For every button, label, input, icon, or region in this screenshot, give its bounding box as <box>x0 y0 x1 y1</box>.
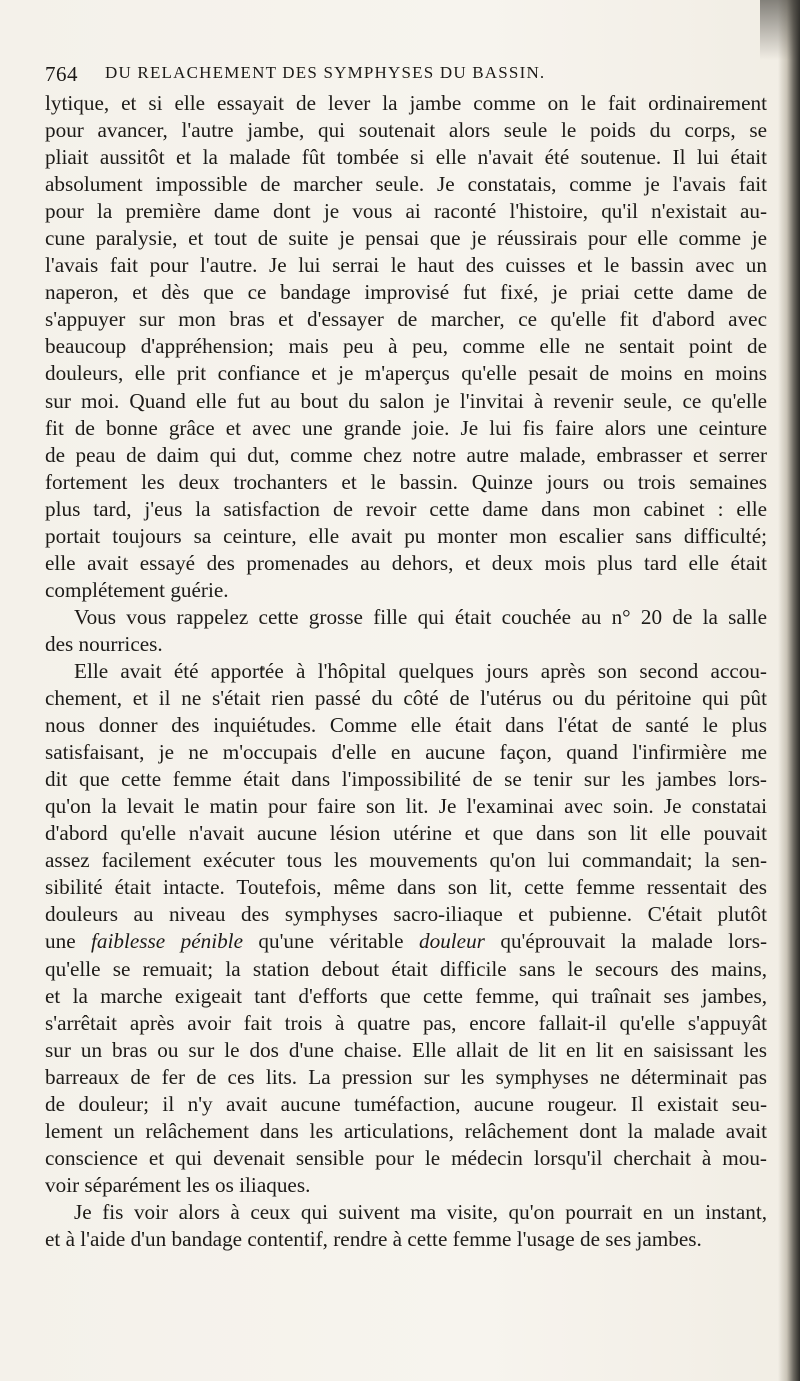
text-line: nous donner des inquiétudes. Comme elle était dans l'état de santé le plus <box>45 713 767 738</box>
text-line: douleurs au niveau des symphyses sacro-iliaque et pubienne. C'était plutôt <box>45 902 767 927</box>
text-line: conscience et qui devenait sensible pour le médecin lorsqu'il cherchait à mou- <box>45 1145 767 1170</box>
text-line: lytique, et si elle essayait de lever la jambe comme on le fait ordinairement <box>45 91 767 115</box>
text-line: Elle avait été apportée à l'hôpital quelques jours après son second accou- <box>74 658 767 683</box>
text-line: cune paralysie, et tout de suite je pensai que je réussirais pour elle comme je <box>45 226 767 251</box>
text-line: beaucoup d'appréhension; mais peu à peu, comme elle ne sentait point de <box>45 334 767 359</box>
text-line: et la marche exigeait tant d'efforts que cette femme, qui traînait ses jambes, <box>45 983 767 1008</box>
text-line: pour avancer, l'autre jambe, qui soutenait alors seule le poids du corps, se <box>45 118 767 143</box>
text-line: pliait aussitôt et la malade fût tombée si elle n'avait été soutenue. Il lui était <box>45 145 767 170</box>
text-line: d'abord qu'elle n'avait aucune lésion utérine et que dans son lit elle pouvait <box>45 821 767 846</box>
text-line: Je fis voir alors à ceux qui suivent ma visite, qu'on pourrait en un instant, <box>74 1199 767 1224</box>
text-line: fit de bonne grâce et avec une grande joie. Je lui fis faire alors une ceinture <box>45 415 767 440</box>
page-binding-shadow <box>778 0 800 1381</box>
text-line: douleurs, elle prit confiance et je m'aperçus qu'elle pesait de moins en moins <box>45 361 767 386</box>
text-line: barreaux de fer de ces lits. La pression sur les symphyses ne déterminait pas <box>45 1064 767 1089</box>
text-line: qu'on la levait le matin pour faire son lit. Je l'examinai avec soin. Je constatai <box>45 794 767 819</box>
text-fragment: une <box>45 929 92 954</box>
text-line: qu'elle se remuait; la station debout était difficile sans le secours des mains, <box>45 956 767 981</box>
body-text <box>45 90 767 1253</box>
text-line: l'avais fait pour l'autre. Je lui serrai le haut des cuisses et le bassin avec un <box>45 253 767 278</box>
text-line: absolument impossible de marcher seule. Je constatais, comme je l'avais fait <box>45 172 767 197</box>
text-line: s'appuyer sur mon bras et d'essayer de marcher, ce qu'elle fit d'abord avec <box>45 307 767 332</box>
emphasis-douleur: douleur <box>419 929 485 954</box>
text-line: satisfaisant, je ne m'occupais d'elle en aucune façon, quand l'infirmière me <box>45 740 767 765</box>
text-line: Vous vous rappelez cette grosse fille qui était couchée au n° 20 de la salle <box>74 604 767 629</box>
emphasis-faiblesse: faiblesse pénible <box>91 929 243 954</box>
text-line: portait toujours sa ceinture, elle avait pu monter mon escalier sans difficulté; <box>45 523 767 548</box>
text-line: plus tard, j'eus la satisfaction de revoir cette dame dans mon cabinet : elle <box>45 496 767 521</box>
text-line: s'arrêtait après avoir fait trois à quatre pas, encore fallait-il qu'elle s'appuyât <box>45 1010 767 1035</box>
text-fragment: qu'éprouvait la malade lors- <box>484 929 767 954</box>
text-line: assez facilement exécuter tous les mouvements qu'on lui commandait; la sen- <box>45 848 767 873</box>
text-line: de douleur; il n'y avait aucune tuméfaction, aucune rougeur. Il existait seu- <box>45 1091 767 1116</box>
text-line-with-emphasis <box>45 928 767 955</box>
text-line: dit que cette femme était dans l'impossibilité de se tenir sur les jambes lors- <box>45 767 767 792</box>
text-line: pour la première dame dont je vous ai raconté l'histoire, qu'il n'existait au- <box>45 199 767 224</box>
text-line: sur moi. Quand elle fut au bout du salon je l'invitai à revenir seule, ce qu'elle <box>45 388 767 413</box>
text-line: fortement les deux trochanters et le bassin. Quinze jours ou trois semaines <box>45 469 767 494</box>
text-line: des nourrices. <box>45 631 163 656</box>
text-line: naperon, et dès que ce bandage improvisé fut fixé, je priai cette dame de <box>45 280 767 305</box>
text-line: sibilité était intacte. Toutefois, même dans son lit, cette femme ressentait des <box>45 875 767 900</box>
text-line: complétement guérie. <box>45 577 229 602</box>
text-fragment: qu'une véritable <box>242 929 420 954</box>
page-number: 764 <box>45 62 78 86</box>
page-corner-shadow <box>760 0 800 60</box>
text-line: voir séparément les os iliaques. <box>45 1172 311 1197</box>
text-line: et à l'aide d'un bandage contentif, rendre à cette femme l'usage de ses jambes. <box>45 1226 702 1251</box>
text-line: elle avait essayé des promenades au dehors, et deux mois plus tard elle était <box>45 550 767 575</box>
running-title: DU RELACHEMENT DES SYMPHYSES DU BASSIN. <box>105 63 546 82</box>
text-line: de peau de daim qui dut, comme chez notre autre malade, embrasser et serrer <box>45 442 767 467</box>
text-line: lement un relâchement dans les articulations, relâchement dont la malade avait <box>45 1118 767 1143</box>
text-line: chement, et il ne s'était rien passé du côté de l'utérus ou du péritoine qui pût <box>45 686 767 711</box>
text-line: sur un bras ou sur le dos d'une chaise. Elle allait de lit en lit en saisissant les <box>45 1037 767 1062</box>
